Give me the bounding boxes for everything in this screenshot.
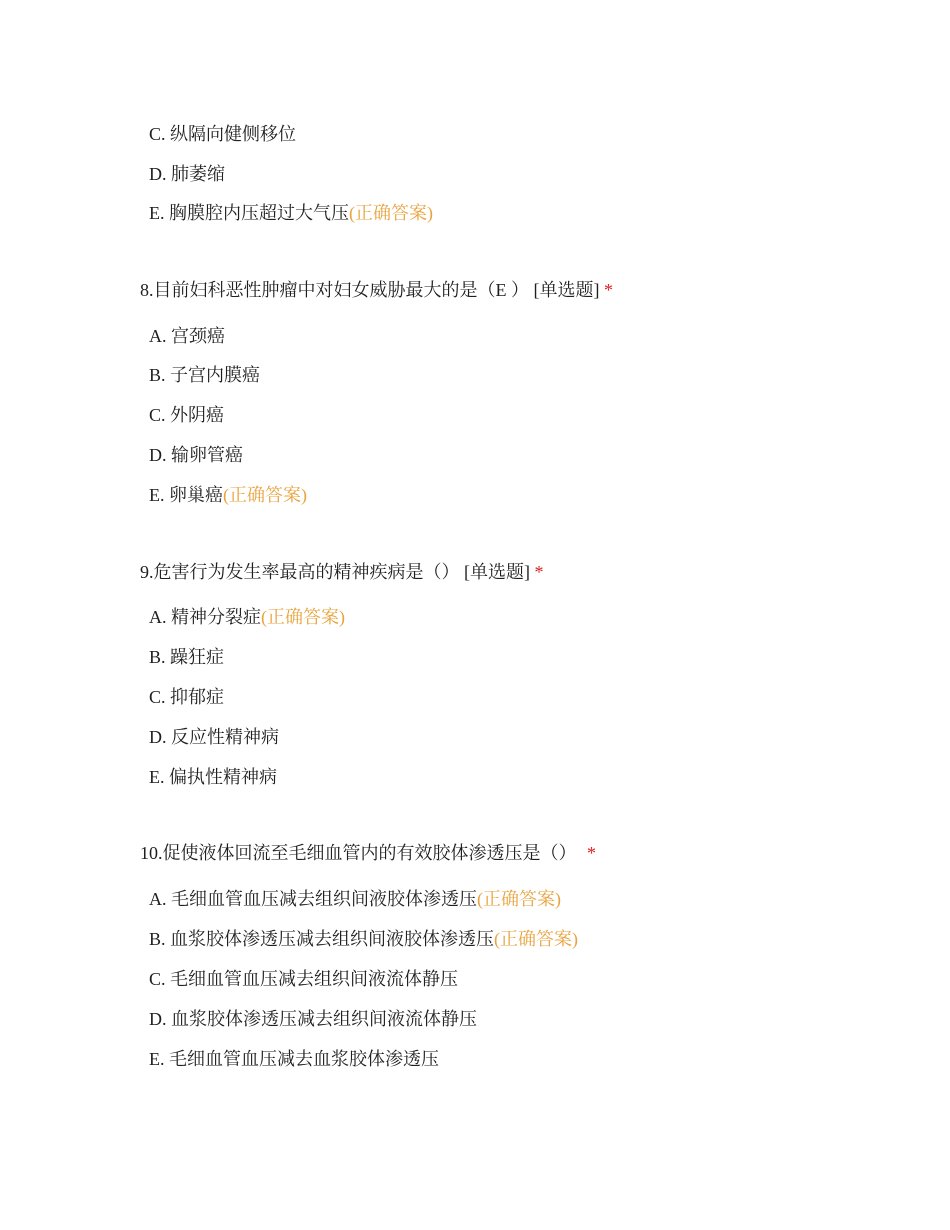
q8-option-e (149, 483, 307, 507)
q10-option-b (149, 927, 578, 951)
correct-answer-mark: (正确答案) (477, 889, 561, 909)
option-text: B. 血浆胶体渗透压减去组织间液胶体渗透压 (149, 929, 495, 949)
q8-option-b (149, 363, 260, 387)
option-text: C. 外阴癌 (149, 405, 225, 425)
q10-option-c (149, 967, 458, 991)
option-text: D. 输卵管癌 (149, 445, 243, 465)
option-text: E. 卵巢癌 (149, 485, 223, 505)
q9-option-d (149, 725, 279, 749)
option-text: A. 精神分裂症 (149, 607, 261, 627)
q10-option-d (149, 1007, 477, 1031)
q7-option-c (149, 122, 296, 146)
required-star: * (587, 843, 596, 863)
option-text: C. 抑郁症 (149, 687, 225, 707)
option-text: D. 反应性精神病 (149, 727, 279, 747)
q8-option-d (149, 443, 243, 467)
option-text: C. 毛细血管血压减去组织间液流体静压 (149, 969, 459, 989)
q10-title (140, 841, 596, 865)
q7-option-e (149, 201, 433, 225)
question-text: 8.目前妇科恶性肿瘤中对妇女威胁最大的是（E ） [单选题] (140, 280, 600, 300)
correct-answer-mark: (正确答案) (261, 607, 345, 627)
q9-option-e (149, 765, 277, 789)
required-star: * (603, 280, 613, 300)
q10-option-e (149, 1047, 439, 1071)
option-text: C. 纵隔向健侧移位 (149, 124, 297, 144)
correct-answer-mark: (正确答案) (494, 929, 579, 949)
option-text: E. 胸膜腔内压超过大气压 (149, 203, 349, 223)
option-text: D. 血浆胶体渗透压减去组织间液流体静压 (149, 1009, 477, 1029)
option-text: D. 肺萎缩 (149, 164, 225, 184)
question-text: 10.促使液体回流至毛细血管内的有效胶体渗透压是（） (140, 843, 577, 863)
option-text: E. 毛细血管血压减去血浆胶体渗透压 (149, 1049, 439, 1069)
option-text: A. 毛细血管血压减去组织间液胶体渗透压 (149, 889, 477, 909)
q8-option-c (149, 403, 224, 427)
q9-option-b (149, 645, 224, 669)
option-text: E. 偏执性精神病 (149, 767, 277, 787)
question-text: 9.危害行为发生率最高的精神疾病是（） [单选题] (140, 562, 530, 582)
option-text: B. 躁狂症 (149, 647, 225, 667)
q8-title (140, 278, 613, 302)
correct-answer-mark: (正确答案) (223, 485, 307, 505)
option-text: B. 子宫内膜癌 (149, 365, 261, 385)
q7-option-d (149, 162, 225, 186)
option-text: A. 宫颈癌 (149, 326, 225, 346)
q9-option-a (149, 605, 345, 629)
q10-option-a (149, 887, 561, 911)
correct-answer-mark: (正确答案) (349, 203, 433, 223)
q8-option-a (149, 324, 225, 348)
required-star: * (534, 562, 544, 582)
q9-title (140, 560, 544, 584)
q9-option-c (149, 685, 224, 709)
